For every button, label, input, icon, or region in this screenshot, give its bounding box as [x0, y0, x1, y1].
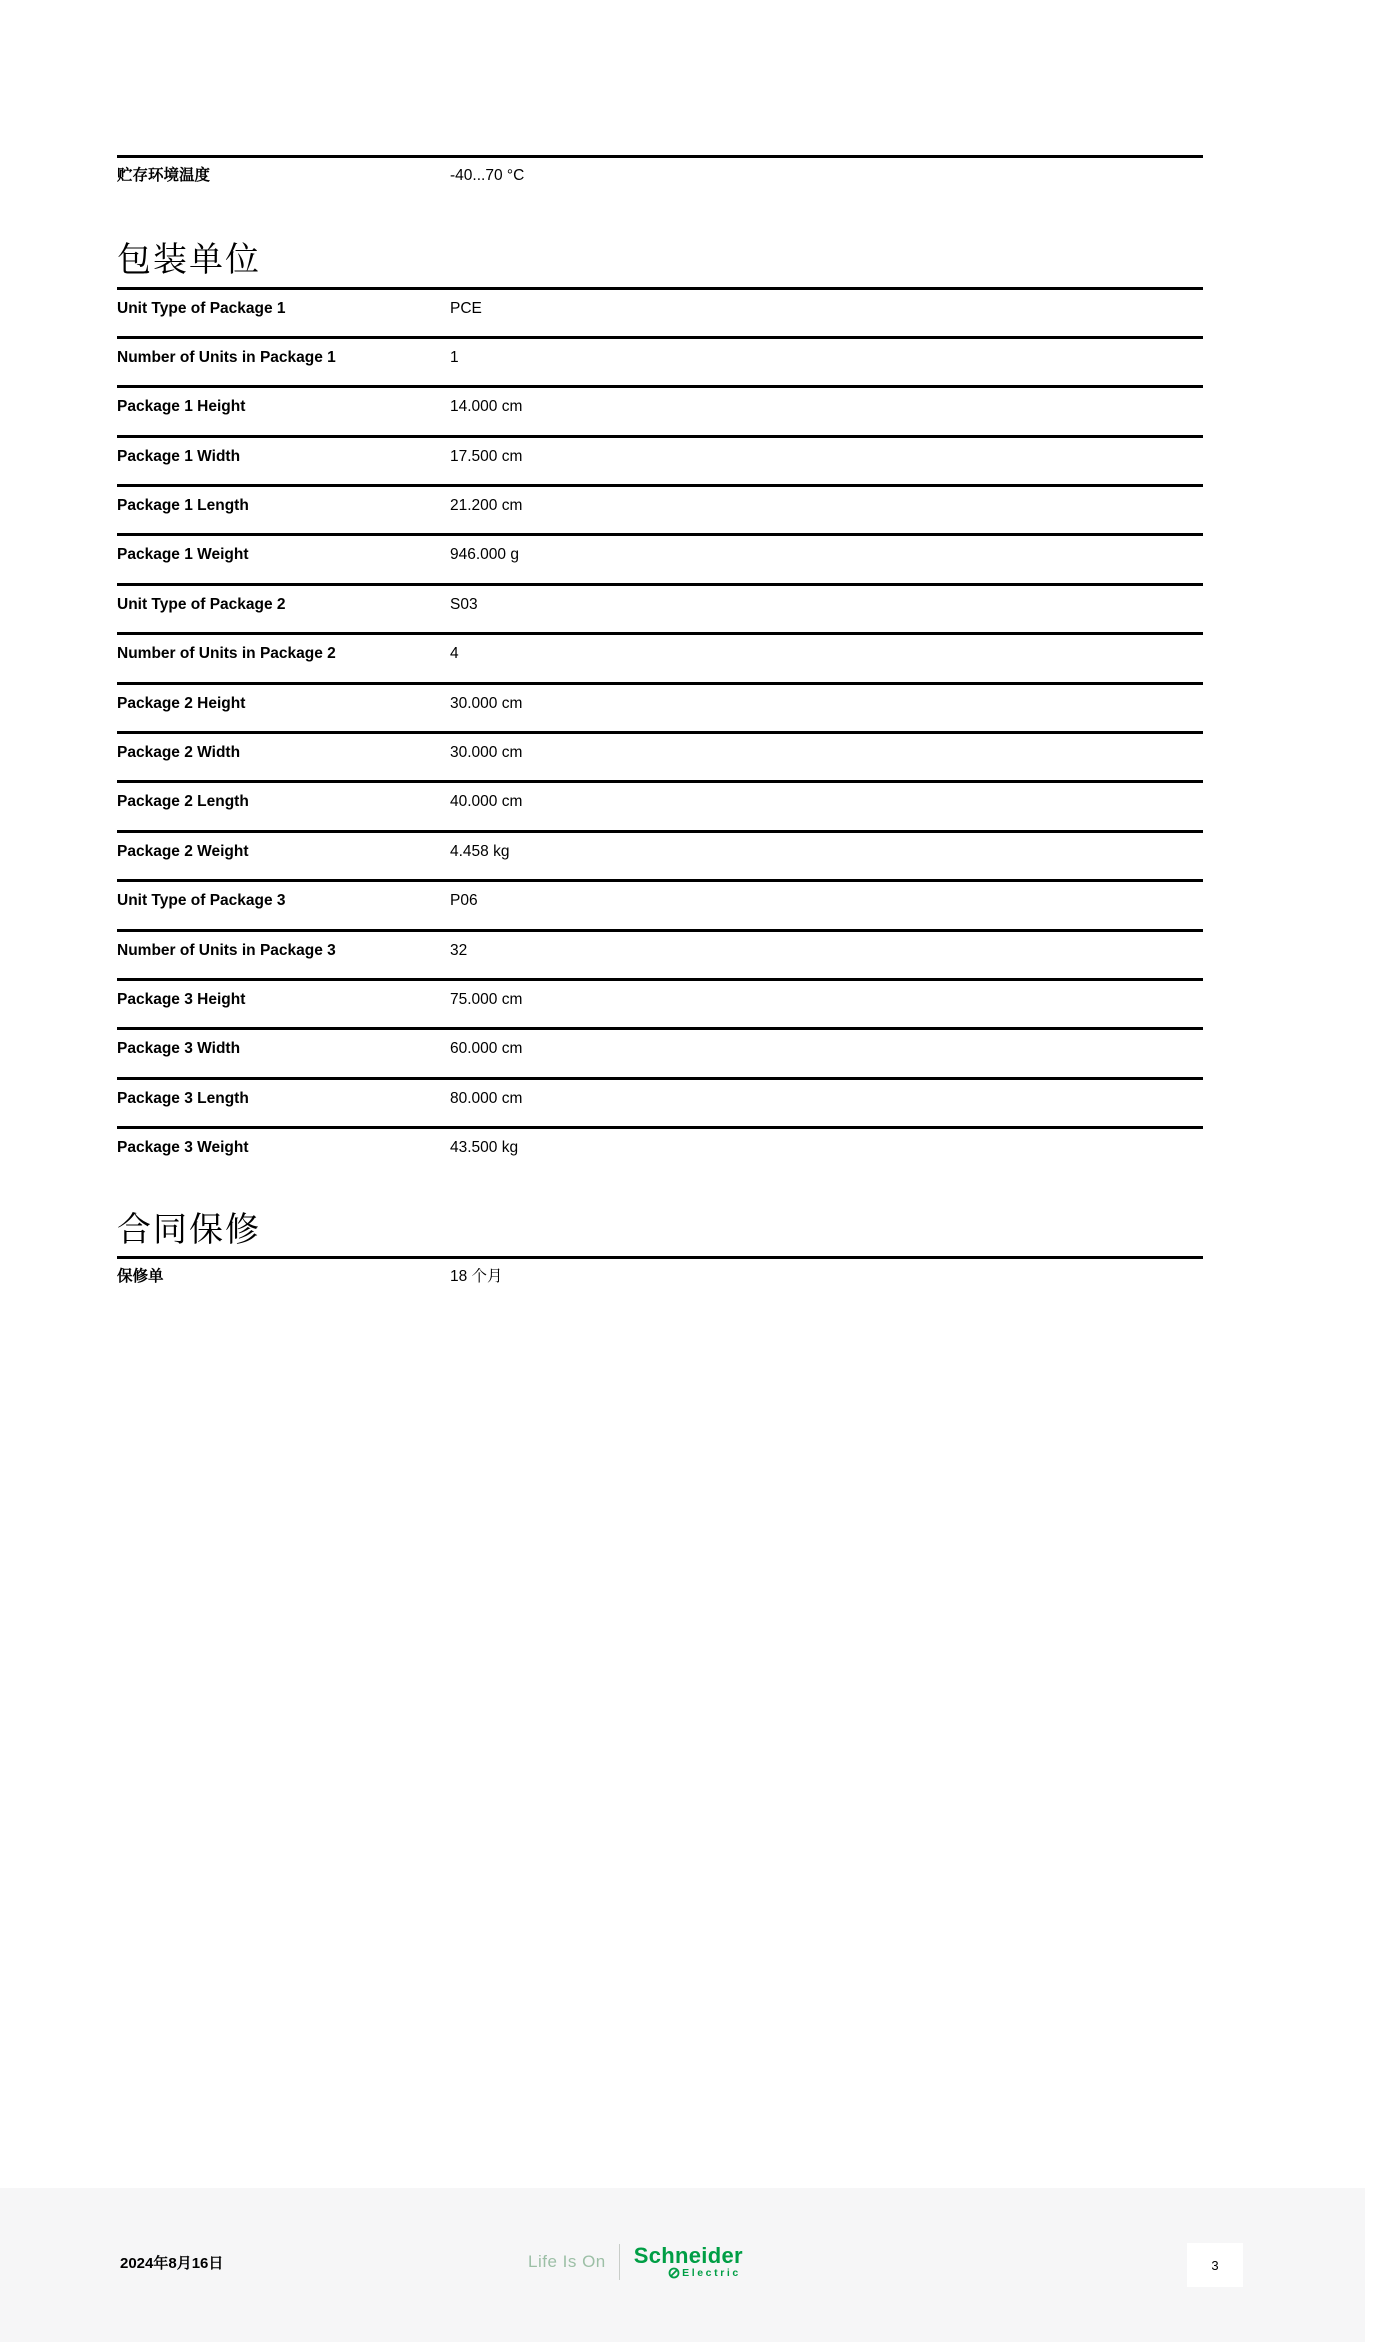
- table-row: [117, 1077, 1203, 1126]
- warranty-table: [117, 1256, 1203, 1302]
- table-row: [117, 830, 1203, 879]
- brand-divider: [619, 2244, 620, 2280]
- page-footer: [0, 2188, 1365, 2342]
- row-label: Number of Units in Package 3: [117, 941, 336, 959]
- row-label: Package 3 Height: [117, 990, 246, 1008]
- row-label: Package 2 Length: [117, 793, 249, 811]
- row-value: 4.458 kg: [450, 842, 510, 860]
- table-row: [117, 1027, 1203, 1076]
- table-row: [117, 1126, 1203, 1175]
- table-row: [117, 435, 1203, 484]
- row-value: 4: [450, 645, 459, 663]
- table-row: [117, 385, 1203, 434]
- row-value: 75.000 cm: [450, 990, 523, 1008]
- row-label: 保修单: [117, 1268, 164, 1286]
- spec-label: 贮存环境温度: [117, 167, 211, 184]
- row-value: S03: [450, 595, 478, 613]
- row-label: Unit Type of Package 3: [117, 892, 286, 910]
- table-row: [117, 780, 1203, 829]
- table-row: [117, 484, 1203, 533]
- schneider-brand-lockup: [528, 2244, 743, 2280]
- table-row: [117, 682, 1203, 731]
- row-label: Package 1 Width: [117, 447, 241, 465]
- electric-wordmark: Electric: [682, 2266, 741, 2279]
- row-value: 43.500 kg: [450, 1139, 519, 1157]
- row-label: Package 1 Length: [117, 497, 249, 515]
- table-row: [117, 287, 1203, 336]
- row-label: Package 2 Width: [117, 744, 241, 762]
- row-label: Package 3 Length: [117, 1089, 249, 1107]
- environment-spec-table: [117, 155, 1203, 201]
- row-value: 946.000 g: [450, 546, 519, 564]
- row-label: Package 1 Height: [117, 398, 246, 416]
- row-value: 21.200 cm: [450, 497, 523, 515]
- table-row: [117, 632, 1203, 681]
- row-value: 30.000 cm: [450, 744, 523, 762]
- row-value: 40.000 cm: [450, 793, 523, 811]
- table-row: [117, 533, 1203, 582]
- row-value: 30.000 cm: [450, 694, 523, 712]
- table-row: [117, 155, 1203, 201]
- row-value: PCE: [450, 299, 482, 317]
- row-label: Package 3 Weight: [117, 1139, 249, 1157]
- row-value: 80.000 cm: [450, 1089, 523, 1107]
- row-value: 32: [450, 941, 468, 959]
- packaging-section-title: 包装单位: [117, 241, 261, 279]
- spec-value: -40...70 °C: [450, 167, 525, 184]
- packaging-table: [117, 287, 1203, 1176]
- row-label: Package 2 Weight: [117, 842, 249, 860]
- schneider-logo-mark-icon: [668, 2267, 680, 2279]
- page-number-box: [1187, 2243, 1243, 2287]
- schneider-logo: [633, 2242, 743, 2279]
- table-row: [117, 731, 1203, 780]
- page-content: [117, 155, 1203, 1302]
- row-value: 14.000 cm: [450, 398, 523, 416]
- table-row: [117, 879, 1203, 928]
- table-row: [117, 583, 1203, 632]
- footer-date: 2024年8月16日: [120, 2255, 224, 2272]
- table-row: [117, 929, 1203, 978]
- row-label: Package 1 Weight: [117, 546, 249, 564]
- row-value: 18 个月: [450, 1268, 503, 1286]
- schneider-wordmark: Schneider: [633, 2242, 743, 2268]
- row-value: 1: [450, 348, 459, 366]
- row-label: Number of Units in Package 2: [117, 645, 336, 663]
- row-value: P06: [450, 892, 478, 910]
- row-label: Package 3 Width: [117, 1040, 241, 1058]
- life-is-on-tagline: Life Is On: [528, 2252, 606, 2271]
- page-number: 3: [1211, 2257, 1219, 2273]
- row-value: 60.000 cm: [450, 1040, 523, 1058]
- row-label: Package 2 Height: [117, 694, 246, 712]
- table-row: [117, 1256, 1203, 1302]
- table-row: [117, 336, 1203, 385]
- row-value: 17.500 cm: [450, 447, 523, 465]
- row-label: Unit Type of Package 2: [117, 595, 286, 613]
- row-label: Unit Type of Package 1: [117, 299, 286, 317]
- schneider-electric-sub: [668, 2267, 741, 2279]
- table-row: [117, 978, 1203, 1027]
- warranty-section-title: 合同保修: [117, 1210, 261, 1249]
- row-label: Number of Units in Package 1: [117, 348, 336, 366]
